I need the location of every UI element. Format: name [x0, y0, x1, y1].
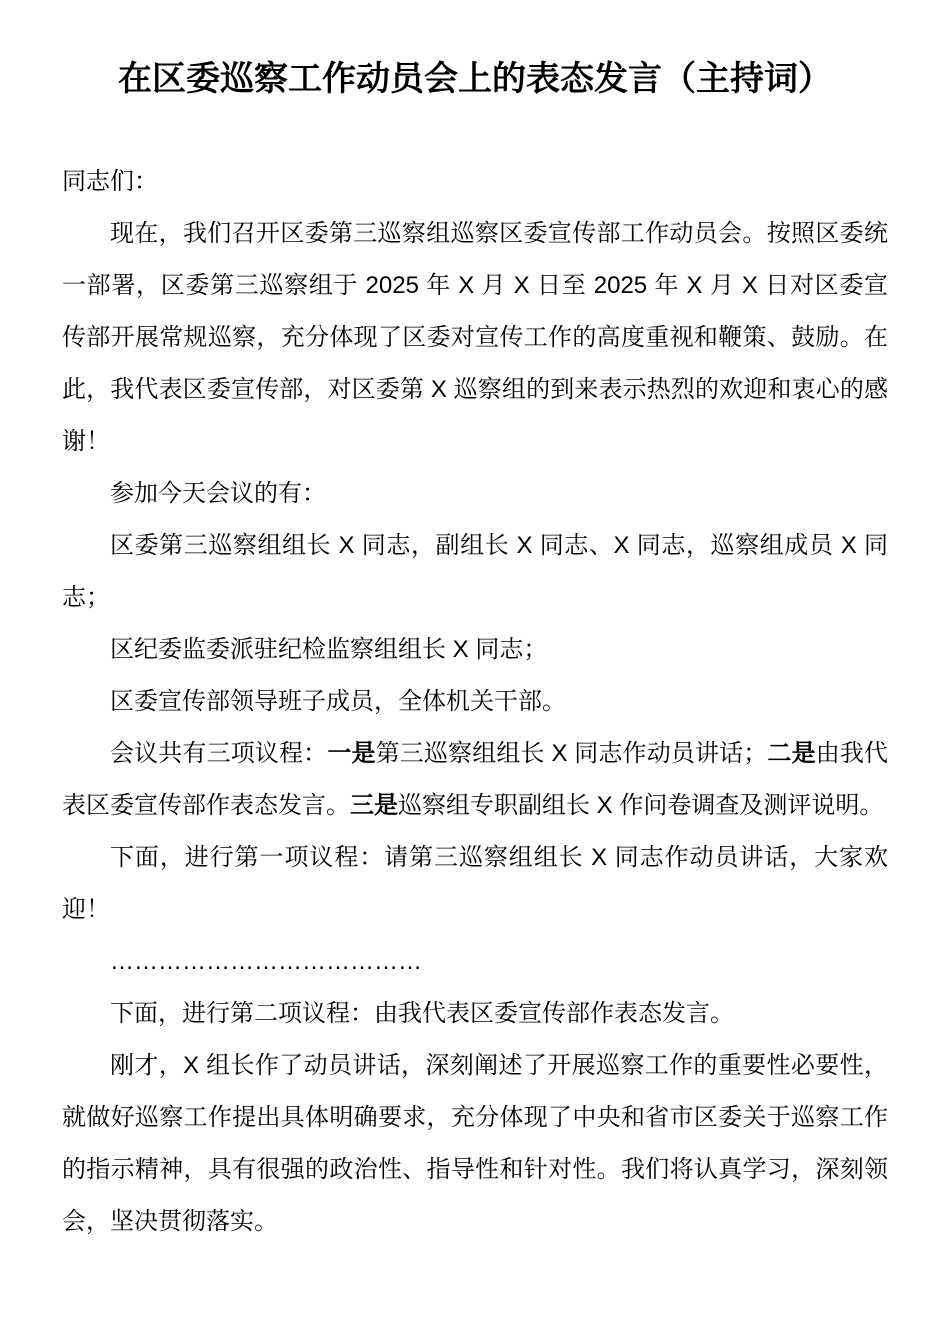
text-run-bold: 一是 — [327, 740, 376, 767]
text-run: ………………………………… — [110, 948, 422, 975]
document-body — [62, 156, 888, 1248]
text-run: 会议共有三项议程： — [110, 740, 328, 767]
paragraph — [62, 676, 888, 728]
paragraph — [62, 936, 888, 988]
paragraph — [62, 156, 888, 208]
paragraph — [62, 988, 888, 1040]
paragraph — [62, 468, 888, 520]
text-run: 参加今天会议的有： — [110, 480, 326, 507]
text-run: 巡察组专职副组长 X 作问卷调查及测评说明。 — [398, 792, 884, 819]
paragraph — [62, 832, 888, 936]
text-run: 第三巡察组组长 X 同志作动员讲话； — [375, 740, 768, 767]
text-run-bold: 三是 — [350, 792, 398, 819]
text-run: 刚才，X 组长作了动员讲话，深刻阐述了开展巡察工作的重要性必要性，就做好巡察工作提出具体明确要求，充分体现了中央和省市区委关于巡察工作的指示精神，具有很强的政治性、指导性和针对性。我们将认真学习，深刻领会，坚决贯彻落实。 — [62, 1052, 888, 1235]
text-run: 由我代表区委宣传部作表态发言。 — [62, 740, 889, 819]
text-run: 下面，进行第一项议程：请第三巡察组组长 X 同志作动员讲话，大家欢迎！ — [62, 844, 888, 923]
text-run: 区委第三巡察组组长 X 同志，副组长 X 同志、X 同志，巡察组成员 X 同志； — [62, 532, 888, 611]
paragraph — [62, 520, 888, 624]
paragraph — [62, 728, 888, 832]
paragraph — [62, 1040, 888, 1248]
paragraph — [62, 208, 888, 468]
text-run: 下面，进行第二项议程：由我代表区委宣传部作表态发言。 — [110, 1000, 734, 1027]
text-run-bold: 二是 — [767, 740, 816, 767]
text-run: 区纪委监委派驻纪检监察组组长 X 同志； — [110, 636, 548, 663]
text-run: 同志们： — [62, 168, 158, 195]
text-run: 现在，我们召开区委第三巡察组巡察区委宣传部工作动员会。按照区委统一部署，区委第三巡察组于 2025 年 X 月 X 日至 2025 年 X 月 X 日对区委宣传部开展常规巡察，充分体现了区委对宣传工作的高度重视和鞭策、鼓励。在此，我代表区委宣传部，对区委第 X 巡察组的到来表示热烈的欢迎和衷心的感谢！ — [62, 220, 888, 455]
paragraph — [62, 624, 888, 676]
text-run: 区委宣传部领导班子成员，全体机关干部。 — [110, 688, 566, 715]
document-title: 在区委巡察工作动员会上的表态发言（主持词） — [118, 60, 832, 98]
